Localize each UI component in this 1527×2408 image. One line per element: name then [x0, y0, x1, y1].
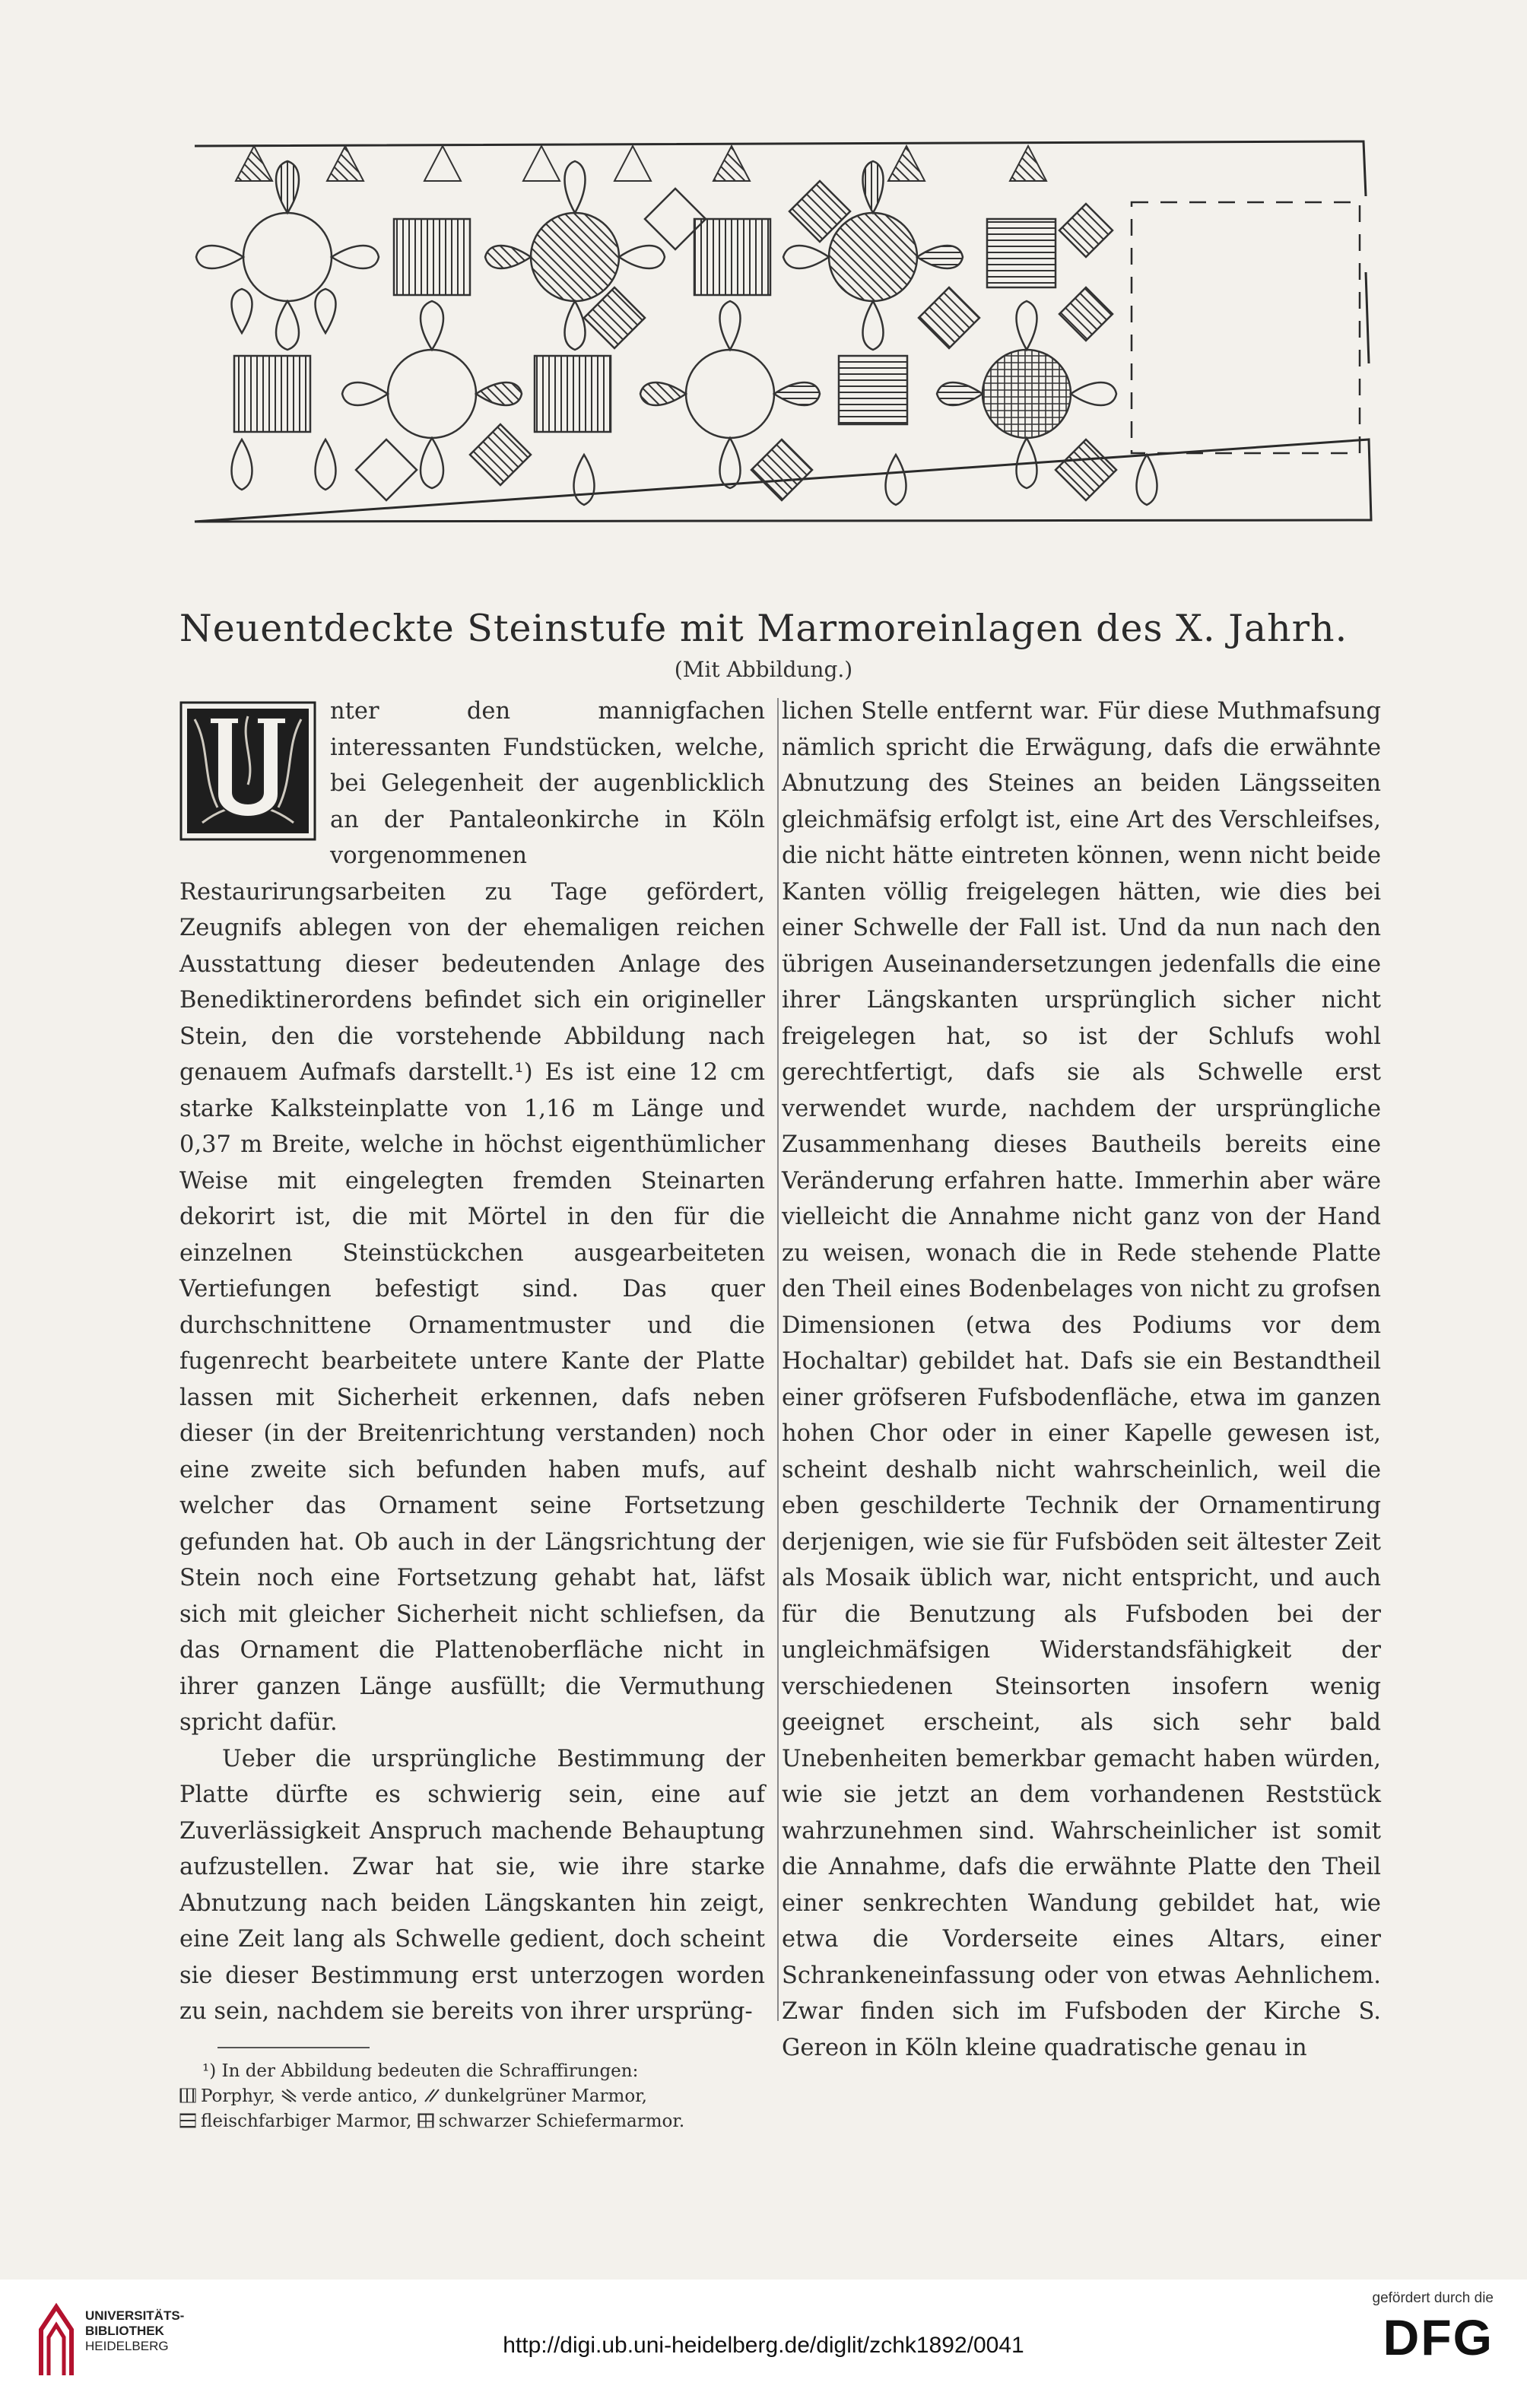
- left-paragraph-1: nter den mannigfachen interessanten Fundstücken, welche, bei Gelegenheit der augenblicklich an der Pantaleonkirche in Köln vorgenommenen Restaurirungsarbeiten zu Tage gefördert, Zeugnifs ablegen von der ehemaligen reichen Ausstattung dieser bedeutenden Anlage des Benediktinerordens befindet sich ein origineller Stein, den die vorstehende Abbildung nach genauem Aufmafs darstellt.¹) Es ist eine 12 cm starke Kalksteinplatte von 1,16 m Länge und 0,37 m Breite, welche in höchst eigenthümlicher Weise mit eingelegten fremden Steinarten dekorirt ist, die mit Mörtel in den für die einzelnen Steinstückchen ausgearbeiteten Vertiefungen befestigt sind. Das quer durchschnittene Ornamentmuster und die fugenrecht bearbeitete untere Kante der Platte lassen mit Sicherheit erkennen, dafs neben dieser (in der Breitenrichtung verstanden) noch eine zweite sich befunden haben mufs, auf welcher das Ornament seine Fortsetzung gefunden hat. Ob auch in der Längsrichtung der Stein noch eine Fortsetzung gehabt hat, läfst sich mit gleicher Sicherheit nicht schliefsen, da das Ornament die Plattenoberfläche nicht in ihrer ganzen Länge ausfüllt; die Vermuthung spricht dafür.: [179, 698, 765, 1736]
- footnote-item-porphyr: Porphyr,: [201, 2086, 275, 2106]
- left-column: [179, 693, 765, 2134]
- footnote-intro: ¹) In der Abbildung bedeuten die Schraffirungen:: [202, 2061, 639, 2081]
- porphyr-hatch-icon: [179, 2088, 196, 2103]
- library-line-2: BIBLIOTHEK: [85, 2324, 164, 2338]
- footnote-item-dark-green-marble: dunkelgrüner Marmor,: [444, 2086, 647, 2106]
- article-subtitle: (Mit Abbildung.): [674, 657, 853, 682]
- right-column: [782, 693, 1381, 2066]
- slab-ornament-figure: [189, 135, 1375, 531]
- left-paragraph-2: Ueber die ursprüngliche Bestimmung der Platte dürfte es schwierig sein, eine auf Zuverlässigkeit Anspruch machende Behauptung aufzustellen. Zwar hat sie, wie ihre starke Abnutzung nach beiden Längskanten hin zeigt, eine Zeit lang als Schwelle gedient, doch scheint sie dieser Bestimmung erst unterzogen worden zu sein, nachdem sie bereits von ihrer ursprüng-: [179, 1745, 765, 2025]
- column-divider: [777, 698, 779, 2021]
- permalink-url[interactable]: http://digi.ub.uni-heidelberg.de/diglit/zchk1892/0041: [503, 2333, 1024, 2358]
- dark-green-marble-hatch-icon: [424, 2088, 440, 2103]
- dropcap-u-ornament: [179, 701, 316, 841]
- article-title: Neuentdeckte Steinstufe mit Marmoreinlagen des X. Jahrh.: [179, 607, 1348, 650]
- footnote-rule: [217, 2047, 370, 2048]
- footnote-item-black-slate-marble: schwarzer Schiefermarmor.: [438, 2111, 685, 2131]
- sponsor-label: gefördert durch die: [1372, 2290, 1494, 2306]
- verde-antico-hatch-icon: [281, 2088, 297, 2103]
- dfg-logo: DFG: [1383, 2309, 1494, 2365]
- library-line-3: HEIDELBERG: [85, 2339, 169, 2353]
- footnote-item-flesh-marble: fleischfarbiger Marmor,: [201, 2111, 412, 2131]
- right-paragraph-1: lichen Stelle entfernt war. Für diese Muthmafsung nämlich spricht die Erwägung, dafs die erwähnte Abnutzung des Steines an beiden Längsseiten gleichmäfsig erfolgt ist, eine Art des Verschleifses, die nicht hätte eintreten können, wenn nicht beide Kanten völlig freigelegen hätten, wie dies bei einer Schwelle der Fall ist. Und da nun nach den übrigen Auseinandersetzungen jedenfalls die eine ihrer Längskanten ursprünglich sicher nicht freigelegen hat, so ist der Schlufs wohl gerechtfertigt, dafs sie als Schwelle erst verwendet wurde, nachdem der ursprüngliche Zusammenhang dieses Bautheils bereits eine Veränderung erfahren hatte. Immerhin aber wäre vielleicht die Annahme nicht ganz von der Hand zu weisen, wonach die in Rede stehende Platte den Theil eines Bodenbelages von nicht zu grofsen Dimensionen (etwa des Podiums vor dem Hochaltar) gebildet hat. Dafs sie ein Bestandtheil einer gröfseren Fufsbodenfläche, etwa im ganzen hohen Chor oder in einer Kapelle gewesen ist, scheint deshalb nicht wahrscheinlich, weil die eben geschilderte Technik der Ornamentirung derjenigen, wie sie für Fufsböden seit ältester Zeit als Mosaik üblich war, nicht entspricht, und auch für die Benutzung als Fufsboden bei der ungleichmäfsigen Widerstandsfähigkeit der verschiedenen Steinsorten insofern wenig geeignet erscheint, als sich sehr bald Unebenheiten bemerkbar gemacht haben würden, wie sie jetzt an dem vorhandenen Reststück wahrzunehmen sind. Wahrscheinlicher ist somit die Annahme, dafs die erwähnte Platte den Theil einer senkrechten Wandung gebildet hat, wie etwa die Vorderseite eines Altars, einer Schrankeneinfassung oder von etwas Aehnlichem. Zwar finden sich im Fufsboden der Kirche S. Gereon in Köln kleine quadratische genau in: [782, 698, 1381, 2061]
- footnote: [179, 2059, 765, 2134]
- sponsor-block: [1311, 2290, 1494, 2368]
- library-line-1: UNIVERSITÄTS-: [85, 2308, 185, 2323]
- black-slate-marble-hatch-icon: [417, 2113, 434, 2128]
- slab-ornament-drawing: [189, 135, 1375, 531]
- footnote-item-verde-antico: verde antico,: [302, 2086, 418, 2106]
- flesh-marble-hatch-icon: [179, 2113, 196, 2128]
- digitization-footer: [0, 2280, 1527, 2408]
